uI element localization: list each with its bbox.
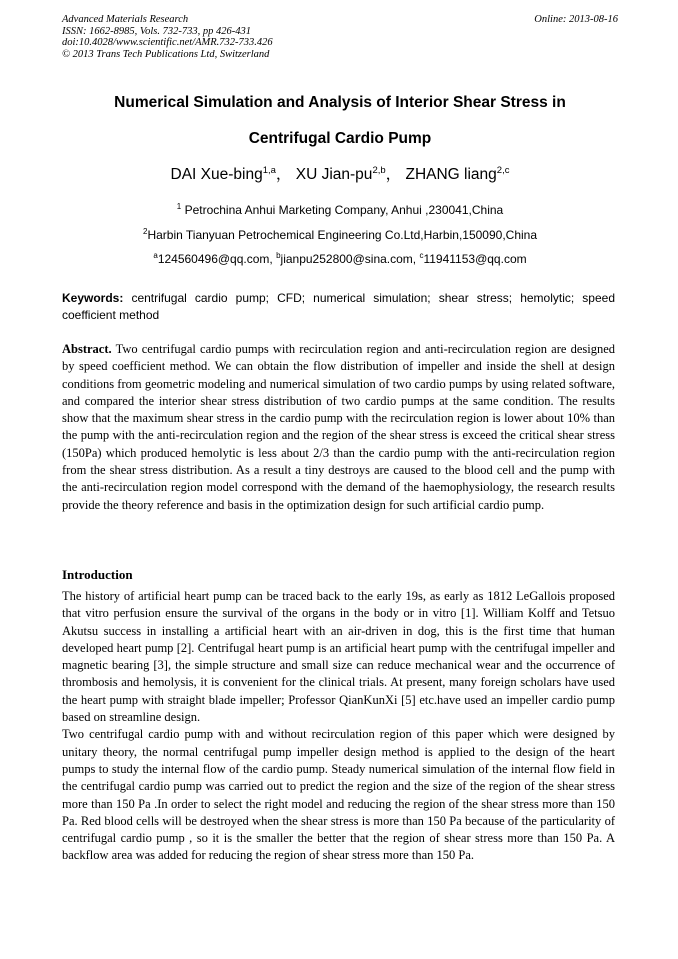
paper-title-line-1: Numerical Simulation and Analysis of Interior Shear Stress in: [114, 94, 566, 111]
affiliation-text: Harbin Tianyuan Petrochemical Engineering Co.Ltd,Harbin,150090,China: [147, 228, 538, 242]
email-superscript: a: [153, 251, 158, 260]
online-date: Online: 2013-08-16: [534, 14, 618, 25]
section-heading-introduction: Introduction: [62, 567, 133, 582]
author-separator: ，: [275, 166, 292, 183]
paragraph: The history of artificial heart pump can be traced back to the early 19s, as early as 1812 LeGallois proposed that vitro perfusion ensure the survival of the organs in the body or in vitro [1]. William Kolff and Tetsuo Akutsu success in installing a artificial heart with an air-driven in dog, this is the first time that human developed heart pump [2]. Centrifugal heart pump is an artificial heart pump with the centrifugal impeller and magnetic bearing [3], the simple structure and small size can reduce mechanical wear and the occurrence of thrombosis and hemolysis, it is convenient for the clinical trials. At present, many foreign scholars have used the heart pump with straight blade impeller; Professor QianKunXi [5] etc.have used an impeller cardio pump based on streamline design.: [62, 589, 615, 725]
email-line: [62, 252, 618, 267]
introduction-body: [62, 588, 615, 865]
author-separator: ，: [385, 166, 402, 183]
affiliation-superscript: 1: [176, 202, 182, 211]
email-link[interactable]: 11941153@qq.com: [423, 252, 527, 266]
keywords-text: centrifugal cardio pump; CFD; numerical simulation; shear stress; hemolytic; speed coefficient method: [62, 291, 615, 322]
email-link[interactable]: jianpu252800@sina.com,: [280, 252, 420, 266]
affiliation-text: Petrochina Anhui Marketing Company, Anhui ,230041,China: [181, 203, 504, 217]
affiliation-superscript: 2: [142, 227, 148, 236]
keywords-label: Keywords:: [62, 291, 124, 305]
author-name: XU Jian-pu: [295, 166, 373, 183]
journal-issn: ISSN: 1662-8985, Vols. 732-733, pp 426-431: [62, 25, 251, 37]
journal-doi: doi:10.4028/www.scientific.net/AMR.732-733.426: [62, 37, 273, 48]
author-name: ZHANG liang: [405, 166, 497, 183]
journal-name: Advanced Materials Research: [62, 14, 189, 25]
email-superscript: c: [419, 251, 424, 260]
abstract-label: Abstract.: [62, 342, 112, 356]
abstract-block: [62, 341, 615, 514]
author-superscript: 2,c: [496, 165, 510, 176]
keywords-block: [62, 290, 615, 324]
journal-copyright: © 2013 Trans Tech Publications Ltd, Switzerland: [62, 48, 270, 60]
journal-header: [62, 14, 618, 60]
author-list: [62, 165, 618, 185]
paper-title-line-2: Centrifugal Cardio Pump: [248, 130, 432, 147]
abstract-text: Two centrifugal cardio pumps with recirculation region and anti-recirculation region are designed by speed coefficient method. We can obtain the flow distribution of impeller and inside the shell at design conditions from geometric modeling and numerical simulation of two cardio pumps by using related software, and compared the interior shear stress distribution of two cardio pumps at the same condition. The results show that the maximum shear stress in the cardio pump with the recirculation region is lower about 10% than the pump with the anti-recirculation region and the region of the shear stress is exceed the critical shear stress (150Pa) which produced hemolytic is less about 2/3 than the cardio pump with the anti-recirculation region from the shear stress distribution. As a result a tiny destroys are caused to the blood cell and the pump with the anti-recirculation region model correspond with the demand of the haemophysiology, the research results provide the theory reference and basis in the optimization design for such artificial cardio pump.: [62, 342, 615, 512]
author-name: DAI Xue-bing: [170, 166, 263, 183]
paragraph: Two centrifugal cardio pump with and without recirculation region of this paper which were designed by unitary theory, the normal centrifugal pump impeller design method is applied to the design of the heart pumps to study the internal flow of the cardio pump. Steady numerical simulation of the internal flow field in the centrifugal cardio pump was carried out to predict the region and the size of the region of the shear stress more than 150 Pa .In order to select the right model and reducing the region of the shear stress more than 150 Pa. Red blood cells will be destroyed when the shear stress is more than 150 Pa because of the particularity of centrifugal cardio pump , so it is the smaller the better that the region of shear stress more than 150 Pa. A backflow area was added for reducing the region of shear stress more than 150 Pa.: [62, 727, 615, 863]
email-superscript: b: [276, 251, 281, 260]
affiliation-1: [62, 203, 618, 218]
author-superscript: 1,a: [262, 165, 276, 176]
author-superscript: 2,b: [372, 165, 386, 176]
affiliation-2: [62, 228, 618, 243]
email-link[interactable]: 124560496@qq.com,: [157, 252, 277, 266]
